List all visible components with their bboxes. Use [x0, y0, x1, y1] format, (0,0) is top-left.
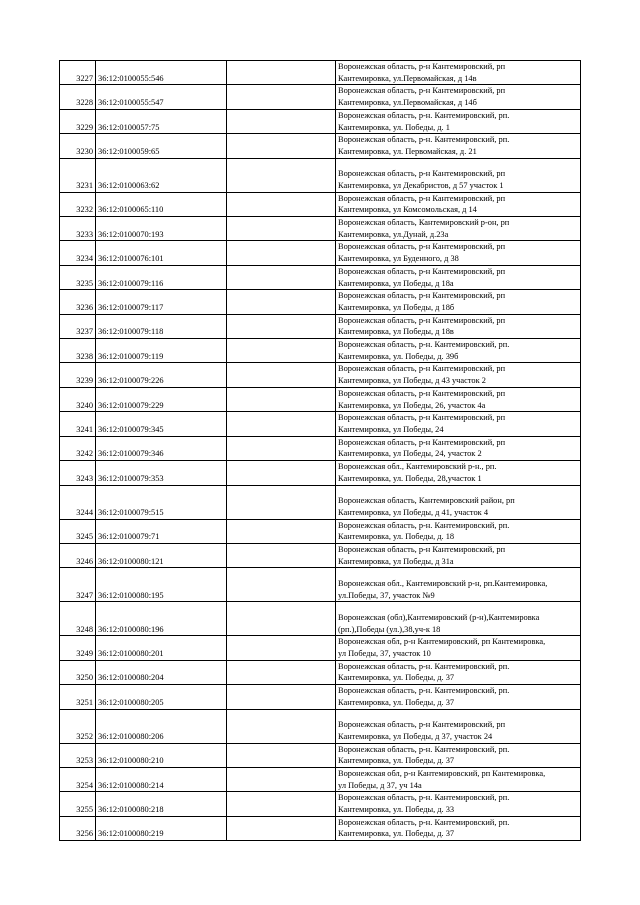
- address-line-1: Воронежская область, р-н Кантемировский, рп: [338, 266, 506, 276]
- address-line-2: Кантемировка, ул. Победы, д. 37: [338, 829, 455, 839]
- row-number: 3243: [60, 461, 96, 485]
- row-number: 3238: [60, 339, 96, 363]
- cadastral-number: 36:12:0100079:229: [96, 387, 227, 411]
- empty-cell: [227, 543, 336, 567]
- address-line-2: Кантемировка, ул Победы, 24, участок 2: [338, 449, 482, 459]
- address-line-2: Кантемировка, ул Победы, 26, участок 4а: [338, 400, 486, 410]
- address-cell: [336, 363, 581, 387]
- address-line-2: Кантемировка, ул. Победы, д. 18: [338, 532, 455, 542]
- empty-cell: [227, 158, 336, 192]
- address-line-2: Кантемировка, ул Победы, д 31а: [338, 556, 454, 566]
- address-cell: [336, 290, 581, 314]
- cadastral-number: 36:12:0100065:110: [96, 192, 227, 216]
- table-row: [60, 339, 581, 363]
- cadastral-number: 36:12:0100080:206: [96, 709, 227, 743]
- empty-cell: [227, 792, 336, 816]
- address-line-1: Воронежская область, р-н Кантемировский, рп: [338, 169, 506, 179]
- address-cell: [336, 387, 581, 411]
- table-row: [60, 387, 581, 411]
- address-line-2: Кантемировка, ул Декабристов, д 57 участок 1: [338, 180, 504, 190]
- table-row: [60, 461, 581, 485]
- address-cell: [336, 241, 581, 265]
- address-line-2: (рп.),Победы (ул.),38,уч-к 18: [338, 624, 441, 634]
- row-number: 3241: [60, 412, 96, 436]
- table-row: [60, 743, 581, 767]
- address-cell: [336, 485, 581, 519]
- row-number: 3247: [60, 568, 96, 602]
- table-row: [60, 192, 581, 216]
- row-number: 3231: [60, 158, 96, 192]
- cadastral-number: 36:12:0100079:71: [96, 519, 227, 543]
- address-cell: [336, 412, 581, 436]
- row-number: 3246: [60, 543, 96, 567]
- empty-cell: [227, 743, 336, 767]
- row-number: 3230: [60, 134, 96, 158]
- cadastral-number: 36:12:0100079:346: [96, 436, 227, 460]
- cadastral-number: 36:12:0100059:65: [96, 134, 227, 158]
- address-line-1: Воронежская (обл),Кантемировский (р-н),Кантемировка: [338, 612, 540, 622]
- row-number: 3234: [60, 241, 96, 265]
- table-row: [60, 602, 581, 636]
- cadastral-number: 36:12:0100080:218: [96, 792, 227, 816]
- cadastral-number: 36:12:0100080:121: [96, 543, 227, 567]
- cadastral-number: 36:12:0100055:547: [96, 85, 227, 109]
- empty-cell: [227, 339, 336, 363]
- row-number: 3256: [60, 816, 96, 840]
- empty-cell: [227, 709, 336, 743]
- table-row: [60, 134, 581, 158]
- empty-cell: [227, 217, 336, 241]
- table-row: [60, 241, 581, 265]
- row-number: 3250: [60, 660, 96, 684]
- table-row: [60, 685, 581, 709]
- address-cell: [336, 314, 581, 338]
- row-number: 3235: [60, 265, 96, 289]
- empty-cell: [227, 660, 336, 684]
- address-cell: [336, 568, 581, 602]
- address-line-2: Кантемировка, ул Победы, д 37, участок 24: [338, 731, 493, 741]
- table-row: [60, 314, 581, 338]
- row-number: 3244: [60, 485, 96, 519]
- address-cell: [336, 792, 581, 816]
- address-line-2: Кантемировка, ул. Победы, д. 37: [338, 756, 455, 766]
- table-row: [60, 363, 581, 387]
- table-row: [60, 85, 581, 109]
- address-cell: [336, 85, 581, 109]
- empty-cell: [227, 412, 336, 436]
- row-number: 3245: [60, 519, 96, 543]
- address-cell: [336, 743, 581, 767]
- address-cell: [336, 602, 581, 636]
- address-cell: [336, 685, 581, 709]
- cadastral-number: 36:12:0100076:101: [96, 241, 227, 265]
- table-row: [60, 436, 581, 460]
- address-cell: [336, 709, 581, 743]
- cadastral-number: 36:12:0100079:116: [96, 265, 227, 289]
- address-line-1: Воронежская область, р-н. Кантемировский, рп.: [338, 686, 510, 696]
- address-line-2: Кантемировка, ул Победы, д 43 участок 2: [338, 376, 486, 386]
- address-line-1: Воронежская область, р-н Кантемировский, рп: [338, 242, 506, 252]
- registry-table-body: [60, 61, 581, 841]
- table-row: [60, 217, 581, 241]
- table-row: [60, 636, 581, 660]
- empty-cell: [227, 265, 336, 289]
- table-row: [60, 61, 581, 85]
- address-line-2: Кантемировка, ул. Победы, 28,участок 1: [338, 473, 482, 483]
- row-number: 3240: [60, 387, 96, 411]
- address-cell: [336, 339, 581, 363]
- cadastral-number: 36:12:0100079:345: [96, 412, 227, 436]
- cadastral-number: 36:12:0100080:210: [96, 743, 227, 767]
- table-row: [60, 792, 581, 816]
- table-row: [60, 265, 581, 289]
- empty-cell: [227, 241, 336, 265]
- cadastral-number: 36:12:0100079:118: [96, 314, 227, 338]
- address-line-2: Кантемировка, ул. Победы, д. 33: [338, 805, 455, 815]
- address-cell: [336, 109, 581, 133]
- address-cell: [336, 767, 581, 791]
- empty-cell: [227, 602, 336, 636]
- cadastral-number: 36:12:0100057:75: [96, 109, 227, 133]
- address-line-1: Воронежская область, р-н. Кантемировский, рп.: [338, 817, 510, 827]
- empty-cell: [227, 192, 336, 216]
- empty-cell: [227, 290, 336, 314]
- row-number: 3252: [60, 709, 96, 743]
- address-cell: [336, 158, 581, 192]
- cadastral-number: 36:12:0100079:119: [96, 339, 227, 363]
- cadastral-number: 36:12:0100080:219: [96, 816, 227, 840]
- table-row: [60, 709, 581, 743]
- row-number: 3233: [60, 217, 96, 241]
- address-line-1: Воронежская область, р-н Кантемировский, рп: [338, 413, 506, 423]
- address-line-2: Кантемировка, ул Буденного, д 38: [338, 254, 459, 264]
- cadastral-number: 36:12:0100070:193: [96, 217, 227, 241]
- address-line-1: Воронежская область, р-н Кантемировский, рп: [338, 315, 506, 325]
- address-line-1: Воронежская обл, р-н Кантемировский, рп Кантемировка,: [338, 768, 546, 778]
- address-line-1: Воронежская область, Кантемировский район, рп: [338, 496, 515, 506]
- address-line-2: Кантемировка, ул. Победы, д. 1: [338, 122, 450, 132]
- address-cell: [336, 134, 581, 158]
- address-line-2: Кантемировка, ул.Первомайская, д 14б: [338, 98, 477, 108]
- address-cell: [336, 192, 581, 216]
- table-row: [60, 109, 581, 133]
- cadastral-number: 36:12:0100063:62: [96, 158, 227, 192]
- empty-cell: [227, 436, 336, 460]
- address-line-1: Воронежская область, р-н. Кантемировский, рп.: [338, 135, 510, 145]
- address-line-2: ул Победы, 37, участок 10: [338, 649, 431, 659]
- address-line-1: Воронежская обл., Кантемировский р-н, рп.Кантемировка,: [338, 578, 548, 588]
- cadastral-number: 36:12:0100080:214: [96, 767, 227, 791]
- empty-cell: [227, 816, 336, 840]
- empty-cell: [227, 61, 336, 85]
- address-line-1: Воронежская область, Кантемировский р-он, рп: [338, 218, 510, 228]
- cadastral-number: 36:12:0100079:226: [96, 363, 227, 387]
- address-cell: [336, 636, 581, 660]
- cadastral-number: 36:12:0100079:515: [96, 485, 227, 519]
- cadastral-number: 36:12:0100080:201: [96, 636, 227, 660]
- cadastral-number: 36:12:0100080:195: [96, 568, 227, 602]
- table-row: [60, 767, 581, 791]
- address-line-2: Кантемировка, ул. Победы, д. 37: [338, 697, 455, 707]
- address-line-1: Воронежская область, р-н. Кантемировский, рп.: [338, 793, 510, 803]
- empty-cell: [227, 767, 336, 791]
- table-row: [60, 290, 581, 314]
- empty-cell: [227, 636, 336, 660]
- empty-cell: [227, 109, 336, 133]
- address-line-1: Воронежская область, р-н Кантемировский, рп: [338, 544, 506, 554]
- address-line-2: Кантемировка, ул Комсомольская, д 14: [338, 205, 477, 215]
- row-number: 3239: [60, 363, 96, 387]
- address-line-1: Воронежская обл., Кантемировский р-н., рп.: [338, 462, 497, 472]
- row-number: 3254: [60, 767, 96, 791]
- table-row: [60, 543, 581, 567]
- empty-cell: [227, 363, 336, 387]
- address-line-1: Воронежская область, р-н Кантемировский, рп: [338, 62, 506, 71]
- address-cell: [336, 265, 581, 289]
- row-number: 3237: [60, 314, 96, 338]
- cadastral-number: 36:12:0100080:204: [96, 660, 227, 684]
- cadastral-number: 36:12:0100079:353: [96, 461, 227, 485]
- address-line-1: Воронежская область, р-н Кантемировский, рп: [338, 437, 506, 447]
- cadastral-number: 36:12:0100055:546: [96, 61, 227, 85]
- empty-cell: [227, 485, 336, 519]
- row-number: 3242: [60, 436, 96, 460]
- address-line-2: Кантемировка, ул Победы, д 18а: [338, 278, 454, 288]
- empty-cell: [227, 519, 336, 543]
- address-cell: [336, 461, 581, 485]
- cadastral-number: 36:12:0100079:117: [96, 290, 227, 314]
- address-line-2: Кантемировка, ул. Первомайская, д. 21: [338, 146, 477, 156]
- address-line-1: Воронежская область, р-н Кантемировский, рп: [338, 364, 506, 374]
- address-line-2: ул Победы, д 37, уч 14а: [338, 780, 422, 790]
- address-line-1: Воронежская обл, р-н Кантемировский, рп Кантемировка,: [338, 637, 546, 647]
- row-number: 3248: [60, 602, 96, 636]
- address-line-2: Кантемировка, ул Победы, 24: [338, 424, 444, 434]
- row-number: 3228: [60, 85, 96, 109]
- table-row: [60, 816, 581, 840]
- row-number: 3249: [60, 636, 96, 660]
- address-line-2: Кантемировка, ул Победы, д 41, участок 4: [338, 507, 489, 517]
- empty-cell: [227, 568, 336, 602]
- address-cell: [336, 660, 581, 684]
- row-number: 3227: [60, 61, 96, 85]
- cadastral-registry-table: [59, 60, 581, 841]
- address-cell: [336, 519, 581, 543]
- row-number: 3255: [60, 792, 96, 816]
- address-cell: [336, 436, 581, 460]
- address-cell: [336, 543, 581, 567]
- row-number: 3232: [60, 192, 96, 216]
- address-line-1: Воронежская область, р-н Кантемировский, рп: [338, 193, 506, 203]
- empty-cell: [227, 685, 336, 709]
- table-row: [60, 519, 581, 543]
- empty-cell: [227, 314, 336, 338]
- row-number: 3236: [60, 290, 96, 314]
- address-line-1: Воронежская область, р-н Кантемировский, рп: [338, 291, 506, 301]
- table-row: [60, 660, 581, 684]
- address-cell: [336, 217, 581, 241]
- row-number: 3253: [60, 743, 96, 767]
- address-line-2: Кантемировка, ул. Победы, д. 39б: [338, 351, 459, 361]
- address-line-1: Воронежская область, р-н. Кантемировский, рп.: [338, 110, 510, 120]
- table-row: [60, 412, 581, 436]
- address-line-1: Воронежская область, р-н. Кантемировский, рп.: [338, 661, 510, 671]
- address-cell: [336, 61, 581, 85]
- cadastral-number: 36:12:0100080:205: [96, 685, 227, 709]
- document-sheet: [59, 60, 581, 841]
- row-number: 3251: [60, 685, 96, 709]
- address-line-2: Кантемировка, ул.Дунай, д.23а: [338, 229, 449, 239]
- address-line-2: ул.Победы, 37, участок №9: [338, 590, 435, 600]
- empty-cell: [227, 387, 336, 411]
- address-cell: [336, 816, 581, 840]
- table-row: [60, 158, 581, 192]
- address-line-1: Воронежская область, р-н Кантемировский, рп: [338, 388, 506, 398]
- address-line-1: Воронежская область, р-н Кантемировский, рп: [338, 86, 506, 96]
- address-line-1: Воронежская область, р-н. Кантемировский, рп.: [338, 520, 510, 530]
- table-row: [60, 485, 581, 519]
- empty-cell: [227, 134, 336, 158]
- row-number: 3229: [60, 109, 96, 133]
- address-line-2: Кантемировка, ул.Первомайская, д 14в: [338, 73, 477, 83]
- address-line-1: Воронежская область, р-н. Кантемировский, рп.: [338, 340, 510, 350]
- address-line-2: Кантемировка, ул Победы, д 18в: [338, 327, 454, 337]
- address-line-1: Воронежская область, р-н Кантемировский, рп: [338, 720, 506, 730]
- address-line-2: Кантемировка, ул Победы, д 18б: [338, 302, 455, 312]
- cadastral-number: 36:12:0100080:196: [96, 602, 227, 636]
- address-line-2: Кантемировка, ул. Победы, д. 37: [338, 673, 455, 683]
- empty-cell: [227, 461, 336, 485]
- table-row: [60, 568, 581, 602]
- empty-cell: [227, 85, 336, 109]
- address-line-1: Воронежская область, р-н. Кантемировский, рп.: [338, 744, 510, 754]
